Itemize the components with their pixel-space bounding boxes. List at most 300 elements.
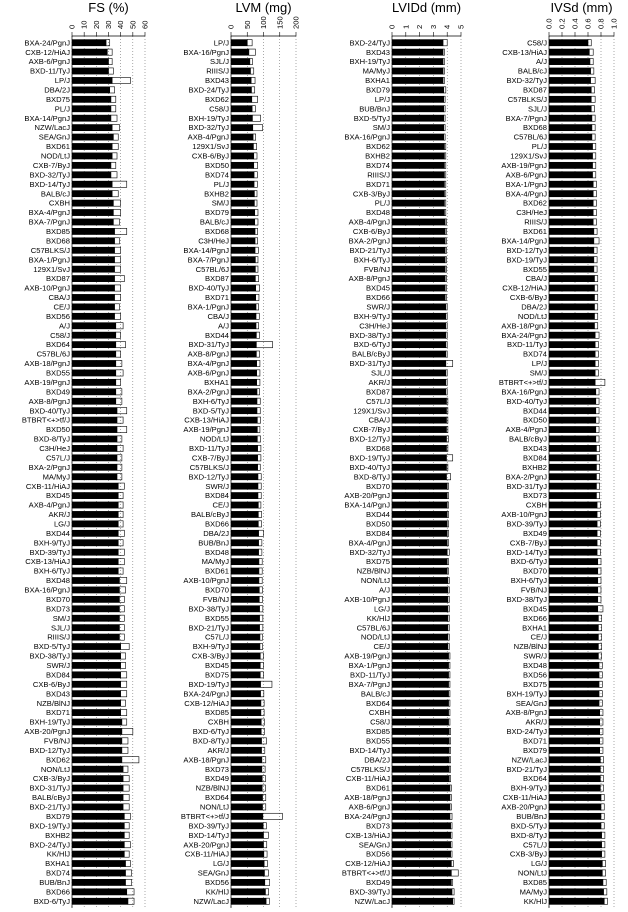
bar <box>549 756 600 763</box>
category-label: MA/MyJ <box>362 66 390 76</box>
error-bar <box>259 530 264 536</box>
error-bar <box>445 228 446 234</box>
error-bar <box>109 58 113 64</box>
category-label: CBA/J <box>48 293 70 303</box>
category-label: BXD79 <box>45 811 70 821</box>
bar <box>231 228 255 235</box>
error-bar <box>604 898 607 904</box>
bar <box>392 888 452 895</box>
category-label: BXD-19/TyJ <box>349 453 390 463</box>
error-bar <box>251 68 254 74</box>
error-bar <box>122 747 128 753</box>
category-label: BXD50 <box>204 160 229 170</box>
category-label: DBA/2J <box>44 85 70 95</box>
error-bar <box>597 549 600 555</box>
category-label: A/J <box>218 321 229 331</box>
bar <box>72 539 118 546</box>
error-bar <box>598 568 601 574</box>
bar <box>72 766 123 773</box>
error-bar <box>121 662 126 668</box>
bar <box>231 96 252 103</box>
error-bar <box>124 842 130 848</box>
category-label: CXB-11/HiAJ <box>184 849 229 859</box>
category-label: SEA/GnJ <box>358 840 390 850</box>
error-bar <box>596 389 599 395</box>
error-bar <box>447 530 448 536</box>
error-bar <box>255 238 258 244</box>
bar <box>392 879 451 886</box>
error-bar <box>126 879 132 885</box>
error-bar <box>123 804 129 810</box>
bar <box>72 58 109 65</box>
bar <box>231 454 258 461</box>
error-bar <box>121 643 130 649</box>
error-bar <box>449 709 450 715</box>
category-label: BXA-7/PgnJ <box>28 217 70 227</box>
category-label: AXB-18/PgnJ <box>183 755 229 765</box>
category-label: BXD49 <box>204 774 229 784</box>
bar <box>549 851 602 858</box>
error-bar <box>260 672 263 678</box>
bar <box>549 332 595 339</box>
category-label: BXD79 <box>204 208 229 218</box>
error-bar <box>599 700 602 706</box>
bar <box>392 134 444 141</box>
bar <box>231 728 261 735</box>
category-label: C57L/J <box>522 840 547 850</box>
error-bar <box>264 842 267 848</box>
category-label: AXB-20/PgnJ <box>24 727 70 737</box>
bar <box>231 436 257 443</box>
error-bar <box>260 606 263 612</box>
tick-label: 20 <box>91 20 101 29</box>
bar <box>392 49 443 56</box>
bar <box>392 162 444 169</box>
error-bar <box>600 785 603 791</box>
category-label: C58/J <box>50 330 70 340</box>
tick-label: 200 <box>291 16 301 29</box>
category-label: CBA/J <box>207 311 229 321</box>
error-bar <box>254 162 258 168</box>
bar <box>231 587 259 594</box>
category-label: BXHA1 <box>365 76 390 86</box>
error-bar <box>112 125 119 131</box>
category-label: CXB-11/HiAJ <box>345 774 390 784</box>
bar <box>549 445 596 452</box>
bar <box>72 794 123 801</box>
error-bar <box>257 426 260 432</box>
category-label: BXD44 <box>522 406 547 416</box>
category-label: AXB-4/PgnJ <box>28 500 70 510</box>
category-label: AKR/J <box>48 510 70 520</box>
bar <box>72 360 116 367</box>
bar <box>392 822 451 829</box>
error-bar <box>444 96 445 102</box>
bar <box>549 143 593 150</box>
bar <box>549 68 591 75</box>
error-bar <box>443 77 444 83</box>
category-label: BXD48 <box>45 576 70 586</box>
bar <box>231 737 262 744</box>
category-label: BXD-21/TyJ <box>349 245 390 255</box>
category-label: BXD49 <box>522 528 547 538</box>
category-label: BALB/cJ <box>517 66 547 76</box>
bar <box>231 209 255 216</box>
tick-label: 50 <box>128 20 138 29</box>
bar <box>72 247 115 254</box>
error-bar <box>446 332 447 338</box>
bar <box>392 558 447 565</box>
error-bar <box>261 728 264 734</box>
category-label: BXA-1/PgnJ <box>187 302 229 312</box>
error-bar <box>448 625 449 631</box>
category-label: BXD71 <box>204 293 229 303</box>
bar <box>549 256 594 263</box>
category-label: BXD87 <box>204 274 229 284</box>
bar <box>392 171 444 178</box>
bar <box>72 351 116 358</box>
category-label: BXD74 <box>45 868 70 878</box>
bar <box>72 39 106 46</box>
bar <box>231 549 259 556</box>
error-bar <box>445 238 446 244</box>
category-label: BXD66 <box>45 887 70 897</box>
category-label: BXA-1/PgnJ <box>28 255 70 265</box>
error-bar <box>253 134 256 140</box>
bar <box>549 426 596 433</box>
error-bar <box>447 455 453 461</box>
bar <box>231 294 256 301</box>
category-label: C57BLKS/J <box>507 94 547 104</box>
bar <box>72 888 127 895</box>
error-bar <box>121 681 127 687</box>
category-label: CXB-6/ByJ <box>352 227 390 237</box>
bar <box>72 162 111 169</box>
bar <box>231 322 256 329</box>
category-label: NOD/LtJ <box>199 434 229 444</box>
error-bar <box>599 672 602 678</box>
category-label: C3H/HeJ <box>359 321 390 331</box>
bar <box>392 737 449 744</box>
bar <box>392 766 449 773</box>
error-bar <box>596 417 599 423</box>
category-label: BXD73 <box>45 604 70 614</box>
bar <box>231 171 254 178</box>
error-bar <box>247 40 252 46</box>
category-label: CXB-13/HiAJ <box>25 557 70 567</box>
category-label: BXD-38/TyJ <box>188 604 229 614</box>
category-label: BXD-31/TyJ <box>506 481 547 491</box>
bar <box>392 143 444 150</box>
bar <box>72 605 119 612</box>
bar <box>392 190 444 197</box>
error-bar <box>254 181 257 187</box>
category-label: SJL/J <box>528 104 547 114</box>
category-label: BXA-2/PgnJ <box>348 236 390 246</box>
bar <box>392 473 447 480</box>
bar <box>231 49 249 56</box>
error-bar <box>115 313 121 319</box>
bar <box>72 870 126 877</box>
bar <box>231 898 266 905</box>
bar <box>231 888 265 895</box>
bar <box>392 747 449 754</box>
category-label: SEA/GnJ <box>197 868 229 878</box>
error-bar <box>262 757 266 763</box>
bar <box>72 520 118 527</box>
error-bar <box>452 889 454 895</box>
category-label: BALB/cByJ <box>191 510 229 520</box>
error-bar <box>449 662 450 668</box>
error-bar <box>256 294 259 300</box>
error-bar <box>253 125 263 131</box>
error-bar <box>451 851 452 857</box>
bar <box>392 303 446 310</box>
bar <box>549 124 592 131</box>
error-bar <box>448 596 449 602</box>
bar <box>231 77 251 84</box>
error-bar <box>446 351 447 357</box>
bar <box>231 860 264 867</box>
error-bar <box>117 436 122 442</box>
bar <box>231 247 255 254</box>
bar <box>549 266 594 273</box>
category-label: NON/LtJ <box>199 802 229 812</box>
category-label: BXD-5/TyJ <box>353 113 390 123</box>
bar <box>231 832 264 839</box>
category-label: AXB-8/PgnJ <box>187 349 229 359</box>
bar <box>231 483 258 490</box>
bar <box>392 690 449 697</box>
error-bar <box>446 304 447 310</box>
category-label: SJL/J <box>51 623 70 633</box>
bar <box>549 766 600 773</box>
category-label: BXA-4/PgnJ <box>505 189 547 199</box>
error-bar <box>117 474 122 480</box>
bar <box>231 105 252 112</box>
error-bar <box>444 191 445 197</box>
bar <box>72 832 124 839</box>
bar <box>392 341 446 348</box>
error-bar <box>450 785 451 791</box>
bar <box>549 549 597 556</box>
error-bar <box>596 455 599 461</box>
bar <box>549 190 593 197</box>
category-label: A/J <box>379 585 390 595</box>
category-label: 129X1/SvJ <box>510 151 547 161</box>
category-label: BXA-2/PgnJ <box>28 462 70 472</box>
error-bar <box>112 191 118 197</box>
category-label: BXD-31/TyJ <box>349 359 390 369</box>
bar <box>549 464 596 471</box>
bar <box>231 407 257 414</box>
bar <box>549 322 595 329</box>
error-bar <box>447 540 448 546</box>
category-label: NZB/BlNJ <box>195 783 229 793</box>
category-label: BXD-8/TyJ <box>353 472 390 482</box>
category-label: BXD44 <box>204 330 229 340</box>
error-bar <box>597 521 600 527</box>
category-label: BXD56 <box>365 849 390 859</box>
error-bar <box>250 58 253 64</box>
error-bar <box>596 398 599 404</box>
error-bar <box>111 96 116 102</box>
bar <box>72 681 121 688</box>
category-label: BXD62 <box>522 198 547 208</box>
category-label: CXB-7/ByJ <box>32 160 70 170</box>
bar <box>549 388 596 395</box>
category-label: BXD74 <box>204 170 229 180</box>
bar <box>231 426 257 433</box>
error-bar <box>595 285 598 291</box>
bar <box>231 870 264 877</box>
error-bar <box>118 530 124 536</box>
error-bar <box>259 577 262 583</box>
category-label: C57BL/6J <box>195 264 229 274</box>
category-label: CXB-6/ByJ <box>509 293 547 303</box>
tick-label: 60 <box>140 20 150 29</box>
bar <box>392 549 447 556</box>
category-label: BXD61 <box>365 783 390 793</box>
category-label: BTBRT<+>tf/J <box>21 415 70 425</box>
error-bar <box>256 323 259 329</box>
bar <box>392 228 445 235</box>
tick-label: 0 <box>226 24 236 29</box>
category-label: KK/HlJ <box>46 849 70 859</box>
category-label: FVB/NJ <box>520 585 547 595</box>
category-label: BXD-31/TyJ <box>29 783 70 793</box>
category-label: CE/J <box>212 500 229 510</box>
error-bar <box>603 879 606 885</box>
category-label: BXD61 <box>45 142 70 152</box>
category-label: C57BL/6J <box>513 132 547 142</box>
error-bar <box>602 860 605 866</box>
category-label: PL/J <box>213 179 229 189</box>
category-label: NOD/LtJ <box>360 632 390 642</box>
category-label: BXH-9/TyJ <box>353 311 390 321</box>
bar <box>549 341 595 348</box>
bar <box>549 58 590 65</box>
bar <box>392 719 449 726</box>
error-bar <box>260 625 263 631</box>
category-label: BXD64 <box>204 793 229 803</box>
bar <box>72 747 122 754</box>
error-bar <box>115 238 120 244</box>
category-label: BXA-14/PgnJ <box>24 113 70 123</box>
bar <box>72 454 117 461</box>
category-label: BXD-32/TyJ <box>506 76 547 86</box>
error-bar <box>116 370 123 376</box>
category-label: C58/J <box>209 104 229 114</box>
error-bar <box>598 577 601 583</box>
bar <box>392 209 444 216</box>
category-label: BXD-12/TyJ <box>349 434 390 444</box>
category-label: 129X1/SvJ <box>33 264 70 274</box>
category-label: BXA-14/PgnJ <box>344 500 390 510</box>
category-label: KK/HlJ <box>366 613 390 623</box>
error-bar <box>257 370 260 376</box>
error-bar <box>263 794 266 800</box>
category-label: BXD-6/TyJ <box>192 727 229 737</box>
category-label: AXB-6/PgnJ <box>505 170 547 180</box>
category-label: BTBRT<+>tf/J <box>498 377 547 387</box>
category-label: CXB-12/HiAJ <box>25 47 70 57</box>
error-bar <box>265 889 268 895</box>
error-bar <box>593 162 596 168</box>
error-bar <box>597 502 600 508</box>
category-label: BXA-1/PgnJ <box>348 661 390 671</box>
category-label: CXB-3/ByJ <box>509 849 547 859</box>
category-label: CXBH <box>207 717 229 727</box>
bar <box>231 492 258 499</box>
error-bar <box>259 587 262 593</box>
error-bar <box>596 426 599 432</box>
bar <box>392 851 451 858</box>
bar <box>72 181 112 188</box>
category-label: BXH-6/TyJ <box>33 566 70 576</box>
category-label: BXA-16/PgnJ <box>501 387 547 397</box>
category-label: BXD64 <box>365 698 390 708</box>
category-label: BXD-21/TyJ <box>29 802 70 812</box>
category-label: BXD48 <box>522 661 547 671</box>
error-bar <box>262 776 265 782</box>
error-bar <box>593 153 596 159</box>
category-label: C57L/J <box>45 453 70 463</box>
category-label: AXB-18/PgnJ <box>24 359 70 369</box>
error-bar <box>593 172 596 178</box>
category-label: AXB-19/PgnJ <box>501 160 547 170</box>
error-bar <box>591 96 595 102</box>
error-bar <box>445 285 446 291</box>
bar <box>72 209 113 216</box>
bar <box>231 124 253 131</box>
category-label: BXD50 <box>45 425 70 435</box>
bar <box>549 879 603 886</box>
category-label: BXD66 <box>365 293 390 303</box>
category-label: LP/J <box>531 359 547 369</box>
tick-label: 1.0 <box>609 18 619 29</box>
bar <box>231 351 256 358</box>
bar <box>72 662 121 669</box>
tick-label: 0.4 <box>570 18 580 29</box>
error-bar <box>106 40 110 46</box>
bar <box>392 832 451 839</box>
bar <box>549 577 598 584</box>
category-label: BXD43 <box>204 76 229 86</box>
error-bar <box>600 728 603 734</box>
error-bar <box>257 379 260 385</box>
bar <box>72 558 118 565</box>
category-label: BALB/cJ <box>40 189 70 199</box>
error-bar <box>595 351 598 357</box>
category-label: BXD-24/TyJ <box>506 727 547 737</box>
panel-lvidd <box>342 0 466 908</box>
bar <box>549 568 598 575</box>
error-bar <box>112 153 117 159</box>
error-bar <box>128 898 134 904</box>
error-bar <box>593 219 596 225</box>
error-bar <box>444 87 446 93</box>
bar <box>72 134 113 141</box>
category-label: CXB-13/HiAJ <box>345 830 390 840</box>
category-label: BXD-14/TyJ <box>29 179 70 189</box>
error-bar <box>445 257 446 263</box>
error-bar <box>255 257 258 263</box>
category-label: BXD45 <box>204 661 229 671</box>
category-label: BXD48 <box>204 547 229 557</box>
category-label: BXA-4/PgnJ <box>187 359 229 369</box>
category-label: BXD43 <box>45 689 70 699</box>
